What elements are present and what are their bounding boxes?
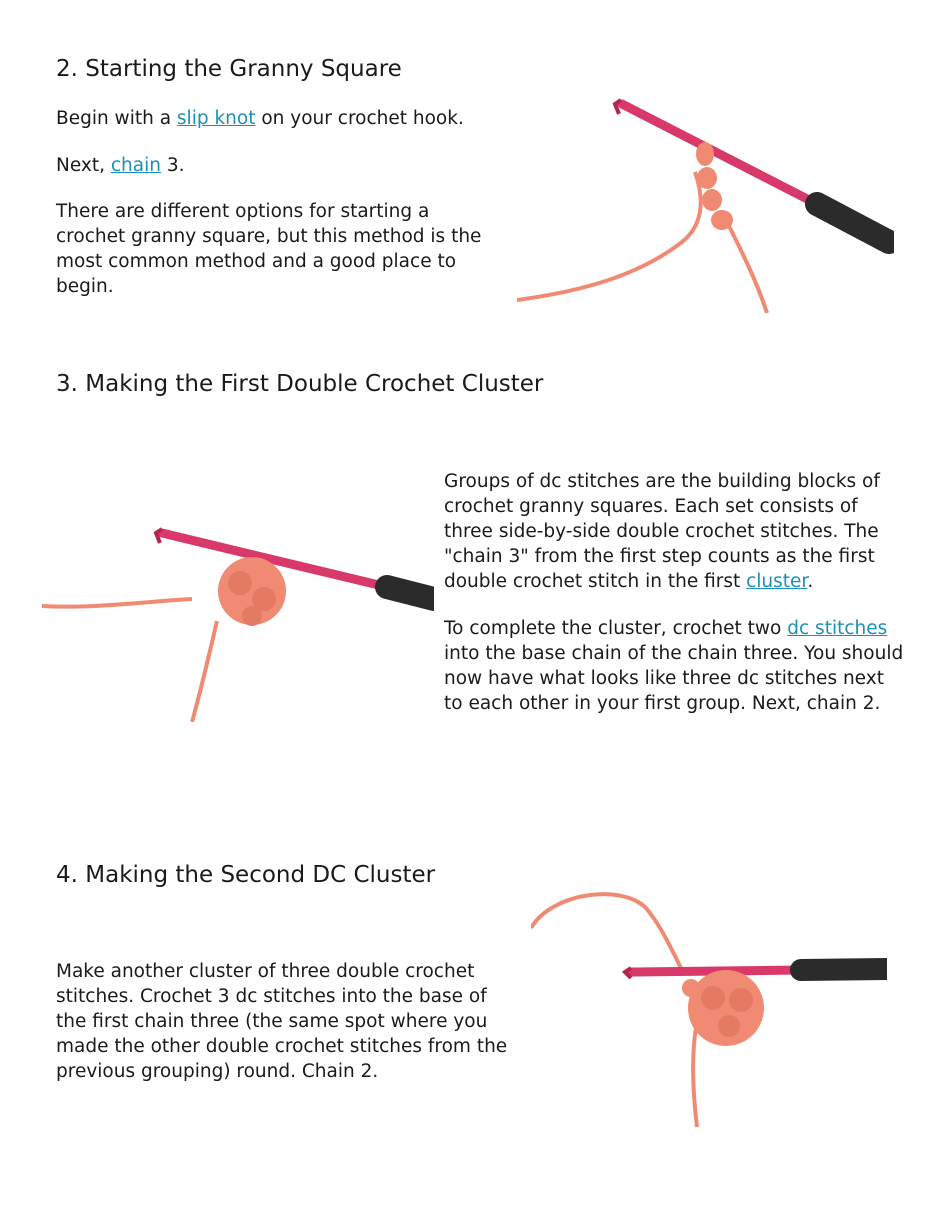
first-cluster-photo [42, 521, 434, 722]
section-2-paragraph-1 [56, 106, 496, 131]
section-2-heading: 2. Starting the Granny Square [56, 56, 402, 82]
cluster-link[interactable]: cluster [746, 571, 808, 592]
text: Begin with a [56, 108, 177, 129]
section-4-heading: 4. Making the Second DC Cluster [56, 862, 436, 888]
second-cluster-photo [531, 888, 887, 1127]
section-3-paragraph-1 [444, 469, 904, 594]
section-3-paragraph-2 [444, 616, 904, 716]
text: 3. [160, 155, 185, 176]
section-3-heading: 3. Making the First Double Crochet Cluster [56, 371, 544, 397]
dc-stitches-link[interactable]: dc stitches [787, 618, 888, 639]
text: on your crochet hook. [255, 108, 464, 129]
text: Next, [56, 155, 111, 176]
text: into the base chain of the chain three. You should now have what looks like three dc stitches next to each other in your first group. Next, chain 2. [444, 643, 904, 714]
text: To complete the cluster, crochet two [444, 618, 788, 639]
slip-knot-link[interactable]: slip knot [176, 108, 256, 129]
section-2-paragraph-3: There are different options for starting a crochet granny square, but this method is the most common method and a good place to begin. [56, 201, 482, 297]
section-2-paragraph-2 [56, 153, 496, 178]
text: Groups of dc stitches are the building blocks of crochet granny squares. Each set consists of three side-by-side double crochet stitches. The "chain 3" from the first step counts as the first double crochet stitch in the first [444, 471, 880, 592]
chain-link[interactable]: chain [110, 155, 161, 176]
slip-knot-chain-photo [517, 92, 894, 313]
section-4-paragraph-1: Make another cluster of three double crochet stitches. Crochet 3 dc stitches into the base of the first chain three (the same spot where you made the other double crochet stitches from the previous grouping) round. Chain 2. [56, 961, 508, 1082]
text: . [807, 571, 814, 592]
